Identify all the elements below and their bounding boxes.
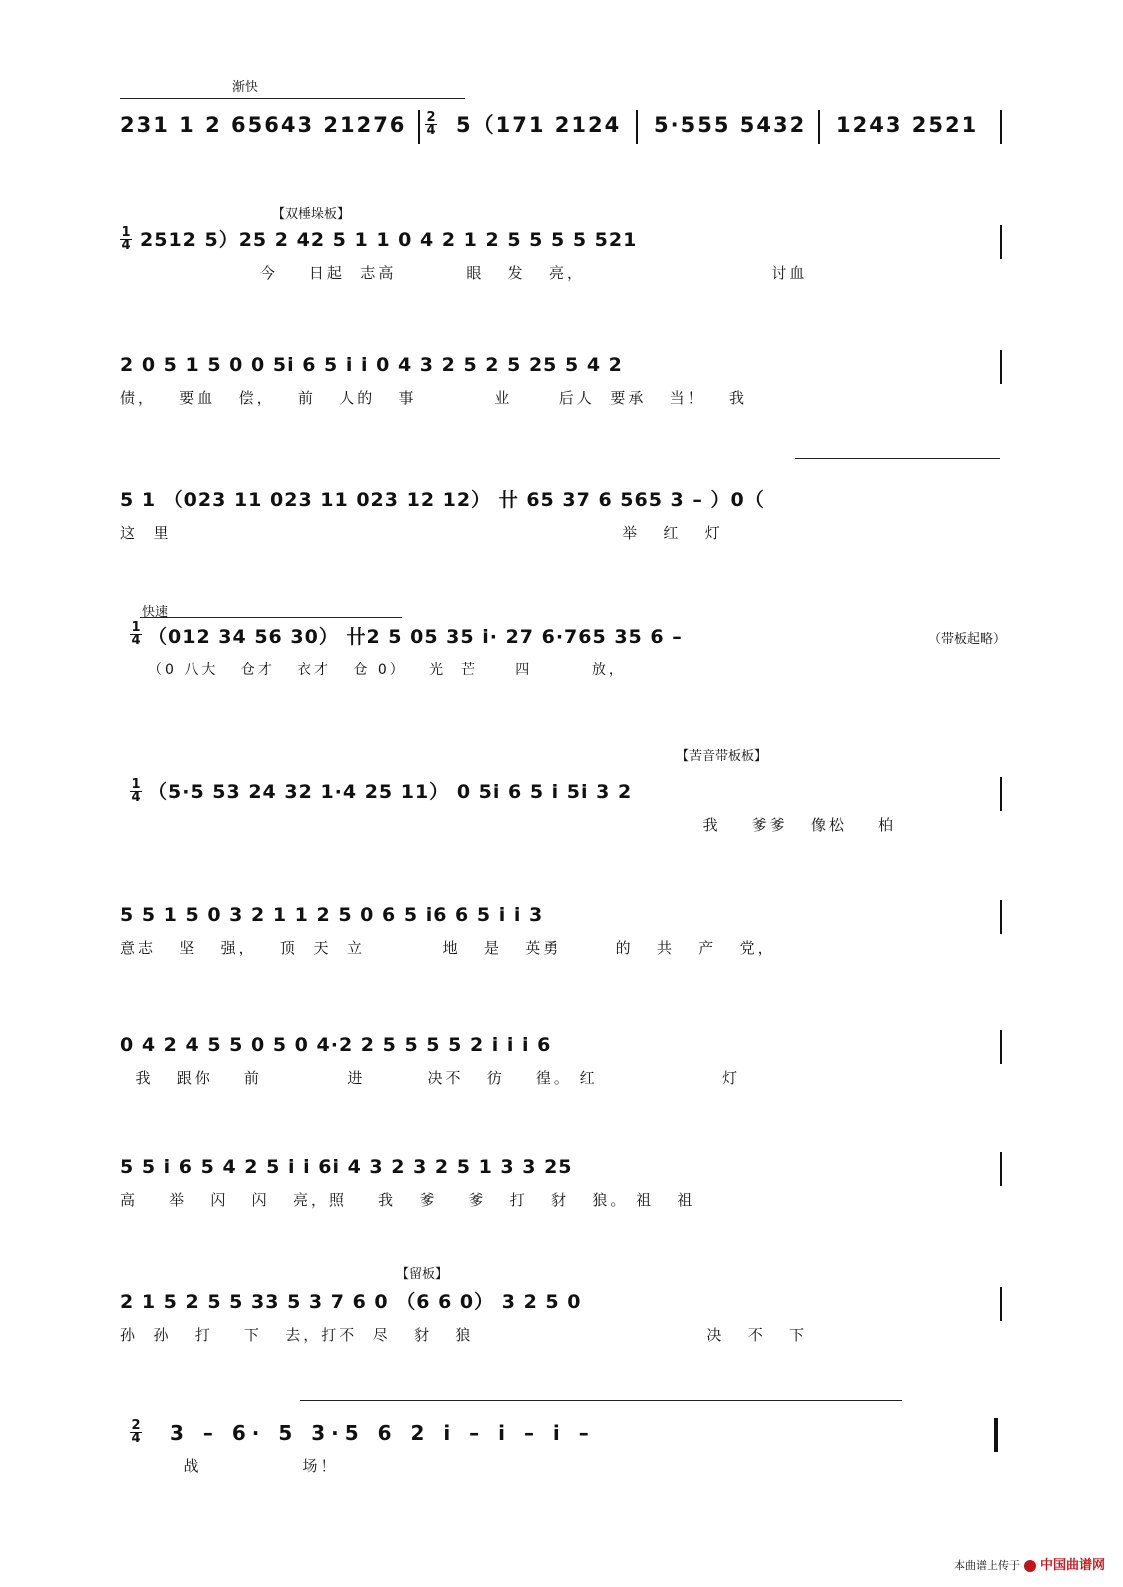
time-signature-1-4: 1 4 [121,225,131,253]
time-signature-2-4: 2 4 [426,110,436,138]
notes-line-5: （012 34 56 30） 卄2 5 05 35 i· 27 6·765 35 6 – [148,626,683,648]
lyrics-line-5: （0 八大 仓才 衣才 仓 0） 光 芒 四 放， [148,662,626,678]
score-line-3 [120,348,1005,438]
tempo-span-line [140,617,402,618]
lyrics-line-3: 债， 要血 偿， 前 人的 事 业 后人 要承 当！ 我 [120,389,747,407]
barline [418,110,420,144]
notes-line-10: 2 1 5 2 5 5 33 5 3 7 6 0 （6 6 0） 3 2 5 0 [120,1291,582,1313]
score-line-7 [120,898,1005,988]
time-signature-1-4: 1 4 [131,777,141,805]
notes-line-11: 3 – 6· 5 3·5 6 2 i – i – i – [170,1421,595,1445]
notes-line-3: 2 0 5 1 5 0 0 5i 6 5 i i 0 4 3 2 5 2 5 25 5 4 2 [120,354,623,376]
section-marker-shuangchui: 【双棰垛板】 [272,207,351,222]
phrase-slur [300,1400,902,1401]
notes-line-8: 0 4 2 4 5 5 0 5 0 4·2 2 5 5 5 5 2 i i i 6 [120,1034,552,1056]
barline [636,110,638,144]
barline [1000,110,1002,144]
tempo-span-line [120,98,465,99]
notes-line-1: 231 1 2 65643 21276 [120,113,407,137]
score-line-9 [120,1150,1005,1240]
barline [1000,225,1002,259]
daiban-note: （带板起略） [928,632,1007,647]
time-signature-2-4: 2 4 [131,1418,141,1446]
notes-line-1b: 5（171 2124 [456,113,622,137]
notes-line-6: （5·5 53 24 32 1·4 25 11） 0 5i 6 5 i 5i 3 2 [148,781,633,803]
score-line-5 [120,620,1005,710]
score-line-1 [120,108,1005,198]
tempo-marking: 渐快 [232,80,259,95]
score-line-11 [120,1416,1005,1506]
notes-line-2: 2512 5）25 2 42 5 1 1 0 4 2 1 2 5 5 5 5 521 [140,229,638,251]
lyrics-line-4: 这 里 举 红 灯 [120,524,723,542]
final-barline [994,1418,998,1452]
score-line-8 [120,1028,1005,1118]
notes-line-1d: 1243 2521 [836,113,979,137]
time-signature-1-4: 1 4 [131,620,141,648]
score-line-2 [120,223,1005,313]
notes-line-9: 5 5 i 6 5 4 2 5 i i 6i 4 3 2 3 2 5 1 3 3 25 [120,1156,573,1178]
barline [1000,1152,1002,1186]
lyrics-line-9: 高 举 闪 闪 亮，照 我 爹 爹 打 豺 狼。 祖 祖 [120,1191,696,1209]
lyrics-line-6: 我 爹爹 像松 柏 [120,816,897,834]
site-logo-icon [1024,1560,1036,1572]
phrase-line [795,458,1000,459]
section-marker-kuyin: 【苦音带板板】 [676,749,768,764]
lyrics-line-11: 战 场！ [168,1457,339,1475]
notes-line-4: 5 1 （023 11 023 11 023 12 12） 卄 65 37 6 565 3 – ）0（ [120,489,765,511]
score-line-4 [120,483,1005,573]
notes-line-7: 5 5 1 5 0 3 2 1 1 2 5 0 6 5 i6 6 5 i i 3 [120,904,544,926]
site-name: 中国曲谱网 [1039,1558,1105,1573]
upload-credit [954,1554,1105,1573]
lyrics-line-8: 我 跟你 前 进 决不 彷 徨。 红 灯 [120,1069,740,1087]
lyrics-line-2: 今 日起 志高 眼 发 亮， 讨血 [120,264,808,282]
lyrics-line-10: 孙 孙 打 下 去，打不 尽 豺 狼 决 不 下 [120,1326,808,1344]
barline [1000,1287,1002,1321]
score-line-10 [120,1285,1005,1375]
barline [1000,350,1002,384]
barline [818,110,820,144]
upload-credit-text: 本曲谱上传于 [953,1559,1020,1572]
section-marker-liuban: 【留板】 [396,1267,449,1282]
tempo-marking-fast: 快速 [142,605,169,620]
barline [1000,900,1002,934]
score-line-6 [120,775,1005,865]
notes-line-1c: 5·555 5432 [654,113,807,137]
barline [1000,1030,1002,1064]
lyrics-line-7: 意志 坚 强， 顶 天 立 地 是 英勇 的 共 产 党， [120,939,776,957]
barline [1000,777,1002,811]
